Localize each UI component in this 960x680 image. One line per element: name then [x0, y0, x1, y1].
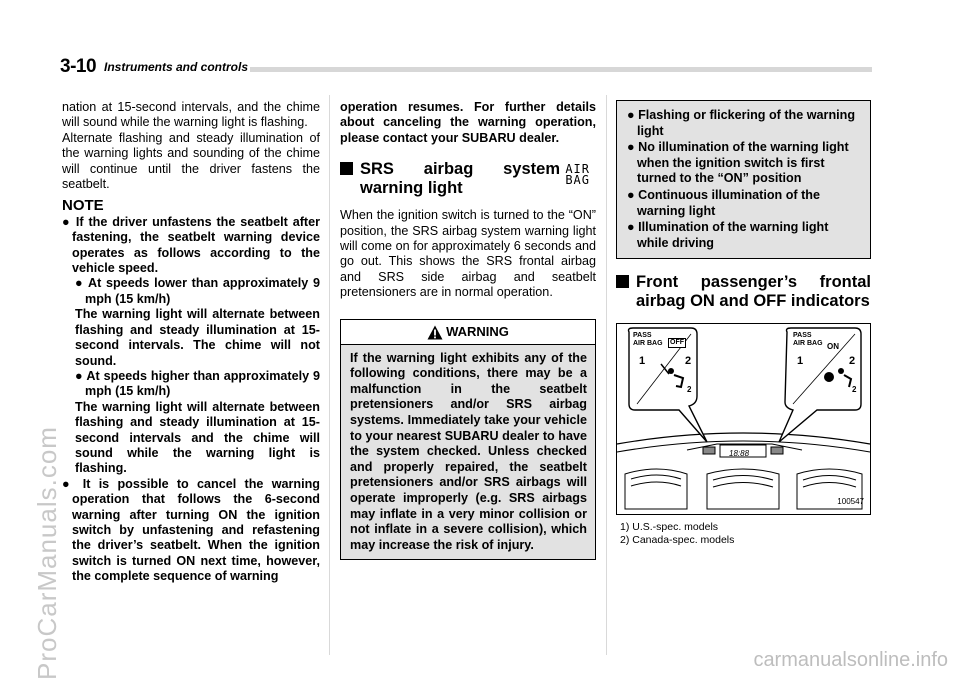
- icon-text: AIR: [565, 162, 590, 177]
- warning-triangle-icon: [427, 325, 443, 340]
- side-watermark: ProCarManuals.com: [32, 426, 62, 680]
- list-item-text: Illumination of the warning light while driving: [637, 220, 829, 250]
- page-number: 3-10: [60, 56, 97, 77]
- icon-text: BAG: [565, 173, 590, 188]
- list-item: [627, 220, 862, 251]
- note-text: If the driver unfastens the seatbelt after fastening, the seatbelt warning device operates as follows according to the vehicle speed.: [72, 214, 320, 276]
- clock-display: 18:88: [729, 449, 750, 459]
- figure-code: 100547: [837, 496, 864, 506]
- note-subitem: [62, 276, 320, 476]
- figure-captions: [616, 521, 871, 547]
- left-pass-label: PASS AIR BAG: [633, 332, 663, 348]
- bullet-icon: ●: [62, 214, 76, 229]
- bullet-icon: ●: [627, 187, 639, 202]
- list-item-text: Continuous illumination of the warning light: [637, 187, 820, 218]
- list-item: [627, 140, 862, 187]
- right-sub-2: 2: [852, 385, 857, 395]
- left-off-badge: OFF: [670, 339, 684, 347]
- caption-item: 1) U.S.-spec. models: [620, 521, 719, 534]
- bullet-icon: ●: [62, 476, 83, 491]
- list-item-text: No illumination of the warning light when the ignition switch is first turned to the “ON” position: [637, 140, 849, 186]
- note-item: [62, 477, 320, 585]
- square-bullet-icon: [340, 162, 353, 175]
- column-2: [340, 100, 596, 560]
- subitem-body: The warning light will alternate between flashing and steady illumination at 15-second intervals. The chime will not sound.: [75, 307, 320, 368]
- indicator-figure: [616, 323, 871, 515]
- conditions-box: [616, 100, 871, 259]
- page-header: [60, 56, 872, 80]
- note-text: It is possible to cancel the warning operation that follows the 6-second warning after turning ON the ignition switch by unfastening and refastening the driver’s seatbelt. When the ignition switch is turned ON next time, however, the complete sequence of warning: [72, 476, 321, 584]
- heading-text: SRS airbag system warning light: [360, 160, 560, 198]
- bullet-icon: ●: [627, 108, 639, 122]
- airbag-warning-icon: [565, 164, 590, 186]
- section-title: Instruments and controls: [104, 60, 249, 74]
- bullet-icon: ●: [75, 368, 87, 383]
- column-3: [616, 100, 871, 547]
- column-divider: [606, 95, 607, 655]
- header-rule: [250, 67, 872, 72]
- warning-header: [341, 320, 595, 345]
- paragraph: When the ignition switch is turned to the “ON” position, the SRS airbag system warning light will come on for approximately 6 seconds and go out. This shows the SRS frontal airbag and SRS side airbag and seatbelt pretensioners are in normal operation.: [340, 208, 596, 300]
- heading-text: Front passenger’s frontal airbag ON and OFF indicators: [636, 273, 871, 311]
- bullet-icon: ●: [627, 140, 639, 155]
- list-item-text: Flashing or flickering of the warning light: [637, 108, 856, 138]
- section-heading: [340, 160, 596, 198]
- column-divider: [329, 95, 330, 655]
- right-on-label: ON: [827, 342, 839, 352]
- left-sub-2: 2: [687, 385, 692, 395]
- list-item: [627, 108, 862, 139]
- paragraph: operation resumes. For further details about canceling the warning operation, please contact your SUBARU dealer.: [340, 100, 596, 145]
- list-item: [627, 188, 862, 219]
- subitem-title: At speeds lower than approximately 9 mph (15 km/h): [85, 276, 320, 306]
- left-num-1: 1: [639, 355, 646, 368]
- note-item: [62, 215, 320, 277]
- bullet-icon: ●: [75, 276, 89, 291]
- square-bullet-icon: [616, 275, 629, 288]
- warning-text: If the warning light exhibits any of the following conditions, there may be a malfunction in the seatbelt pretensioners and/or SRS airbag systems. Immediately take your vehicle to your nearest SUBARU dealer to have the system checked. Unless checked and properly repaired, the seatbelt pretensioners and/or SRS airbags will operate improperly (e.g. SRS airbags may inflate in a very minor collision or not inflate in a severe collision), which may increase the risk of injury.: [341, 345, 595, 560]
- bullet-icon: ●: [627, 220, 639, 235]
- right-pass-label: PASS AIR BAG: [793, 332, 823, 348]
- right-num-1: 1: [797, 355, 804, 368]
- paragraph: nation at 15-second intervals, and the chime will sound while the warning light is flashing.: [62, 100, 320, 130]
- left-num-2: 2: [685, 355, 692, 368]
- paragraph: Alternate flashing and steady illumination of the warning lights and sounding of the chime will continue until the driver fastens the seatbelt.: [62, 130, 320, 192]
- right-num-2: 2: [849, 355, 856, 368]
- section-heading: [616, 273, 871, 311]
- note-heading: NOTE: [62, 197, 104, 215]
- column-1: [62, 100, 320, 585]
- subitem-body: The warning light will alternate between flashing and steady illumination at 15-second intervals and the chime will sound while the warning light is flashing.: [75, 399, 320, 476]
- caption-item: 2) Canada-spec. models: [620, 534, 735, 547]
- warning-box: [340, 319, 596, 561]
- warning-label: WARNING: [446, 323, 509, 339]
- bottom-watermark: carmanualsonline.info: [753, 649, 948, 671]
- subitem-title: At speeds higher than approximately 9 mph (15 km/h): [85, 368, 320, 399]
